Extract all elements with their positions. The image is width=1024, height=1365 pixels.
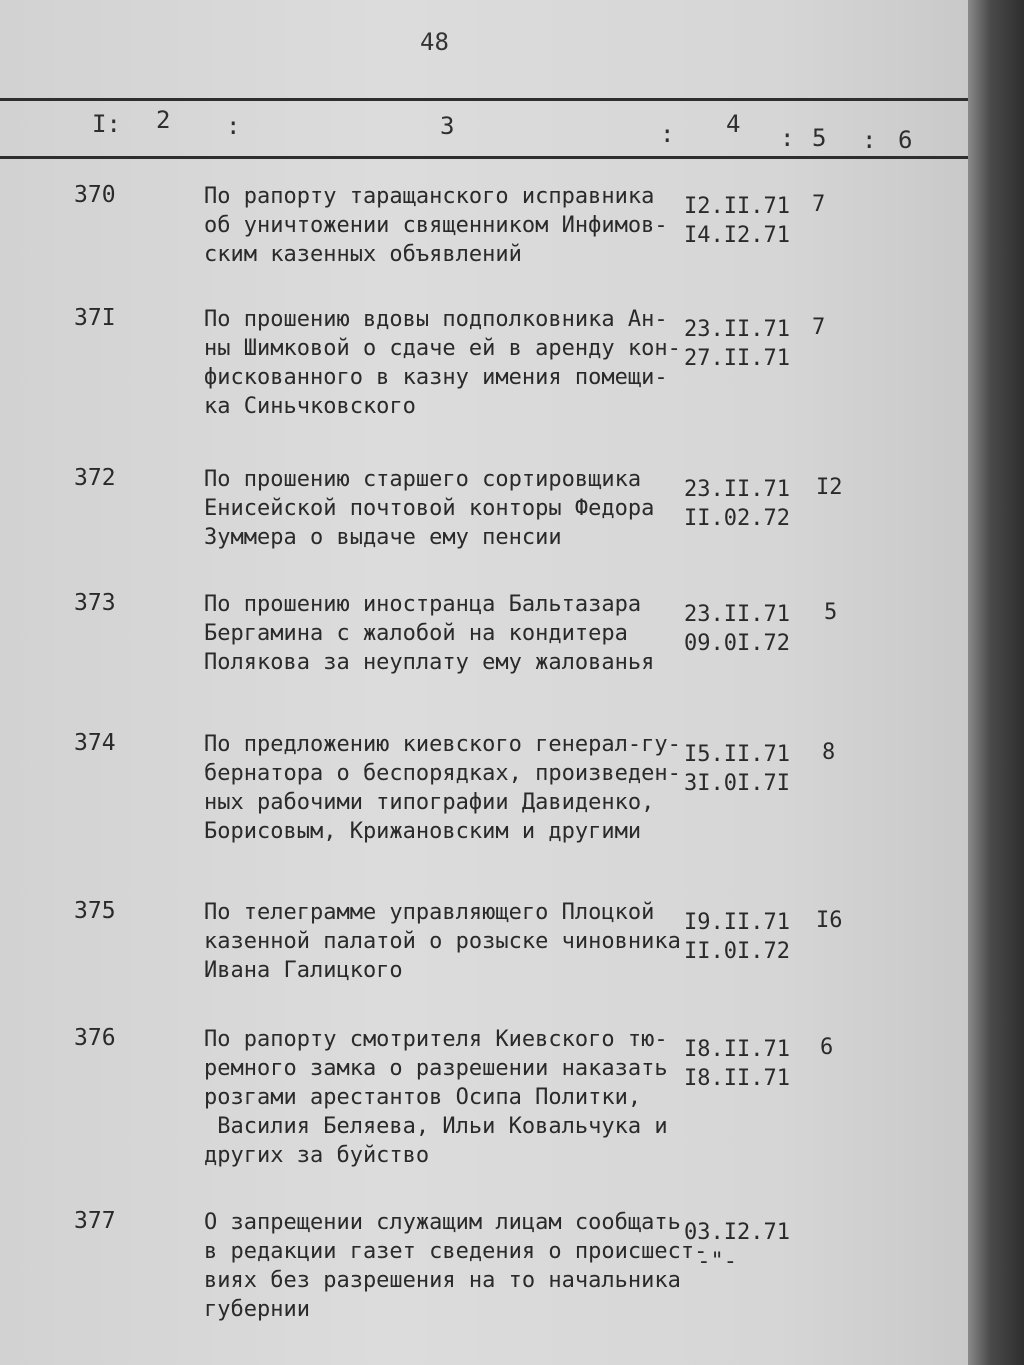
page-shadow-edge — [968, 0, 1024, 1365]
column-header-3: 3 — [440, 112, 455, 140]
column-header-1: I: — [92, 110, 121, 138]
column-separator: : — [780, 124, 795, 152]
entry-description: По предложению киевского генерал-гу- бернатора о беспорядках, произведен- ных рабочими типографии Давиденко, Борисовым, Крижановским и другими — [204, 732, 681, 844]
entry-sheet-count: I6 — [816, 908, 843, 933]
entry-description: По рапорту смотрителя Киевского тю- ремного замка о разрешении наказать розгами арестантов Осипа Политки, Василия Беляева, Ильи Ковальчука и других за буйство — [204, 1027, 668, 1168]
entry-sheet-count: 5 — [824, 600, 838, 625]
entry-sheet-count: 7 — [812, 315, 826, 340]
entry-dates: 23.II.71 II.02.72 — [684, 477, 790, 531]
entry-dates: 23.II.71 27.II.71 — [684, 317, 790, 371]
entry-description: О запрещении служащим лицам сообщать в редакции газет сведения о происшест- виях без разрешения на то начальника губернии — [204, 1210, 708, 1322]
entry-number: 370 — [74, 182, 116, 208]
entry-dates: I5.II.71 3I.0I.7I — [684, 742, 790, 796]
entry-dates: I8.II.71 I8.II.71 — [684, 1037, 790, 1091]
column-header-2: 2 — [156, 106, 171, 134]
entry-number: 377 — [74, 1208, 116, 1234]
column-header-6: 6 — [898, 126, 913, 154]
entry-dates: 03.I2.71 -"- — [684, 1220, 790, 1274]
column-header-4: 4 — [726, 110, 741, 138]
entry-description: По прошению старшего сортировщика Енисейской почтовой конторы Федора Зуммера о выдаче ему пенсии — [204, 467, 655, 550]
table-header-top-rule — [0, 98, 968, 101]
entry-description: По телеграмме управляющего Плоцкой казенной палатой о розыске чиновника Ивана Галицкого — [204, 900, 681, 983]
column-separator: : — [226, 112, 241, 140]
entry-number: 37I — [74, 305, 116, 331]
column-header-5: 5 — [812, 124, 827, 152]
entry-sheet-count: 6 — [820, 1035, 834, 1060]
entry-number: 374 — [74, 730, 116, 756]
column-separator: : — [862, 126, 877, 154]
entry-description: По рапорту таращанского исправника об уничтожении священником Инфимов- ским казенных объявлений — [204, 184, 668, 267]
entry-sheet-count: 7 — [812, 192, 826, 217]
entry-dates: 23.II.71 09.0I.72 — [684, 602, 790, 656]
column-separator: : — [660, 120, 675, 148]
entry-dates: I9.II.71 II.0I.72 — [684, 910, 790, 964]
entry-number: 373 — [74, 590, 116, 616]
entry-description: По прошению вдовы подполковника Ан- ны Шимковой о сдаче ей в аренду кон- фискованного в казну имения помещи- ка Синьчковского — [204, 307, 681, 419]
entry-number: 375 — [74, 898, 116, 924]
entry-number: 372 — [74, 465, 116, 491]
table-header-bottom-rule — [0, 156, 968, 159]
entry-number: 376 — [74, 1025, 116, 1051]
entry-sheet-count: I2 — [816, 475, 843, 500]
page-number: 48 — [420, 28, 449, 56]
entry-description: По прошению иностранца Бальтазара Бергамина с жалобой на кондитера Полякова за неуплату ему жалованья — [204, 592, 655, 675]
entry-sheet-count: 8 — [822, 740, 836, 765]
entry-dates: I2.II.71 I4.I2.71 — [684, 194, 790, 248]
